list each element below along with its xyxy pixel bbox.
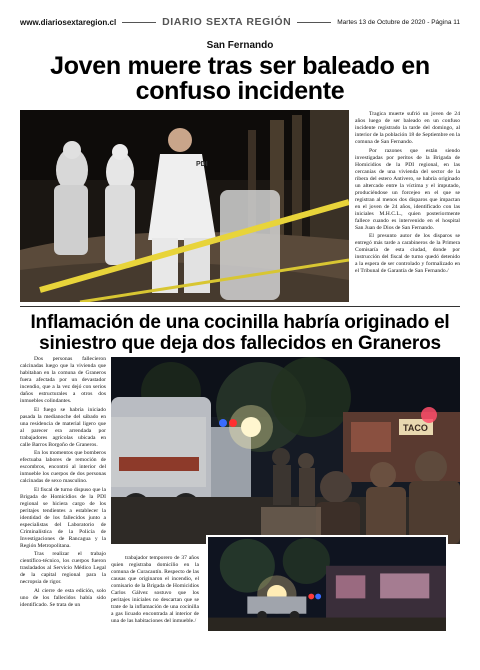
article1-paragraph: Tragica muerte sufrió un joven de 24 años luego de ser baleado en un confuso incidente registrado la tarde del domingo, al interior de la población 18 de Septiembre en la comuna de San Fernando.: [355, 111, 460, 145]
article-divider: [20, 306, 460, 307]
article2-paragraph: Tras realizar el trabajo científico-técnico, los cuerpos fueron trasladados al Servicio Médico Legal de la capital regional para la necropsia de rigor.: [20, 551, 106, 585]
article2-paragraph: El fiscal de turno dispuso que la Brigada de Homicidios de la PDI regional se hiciera cargo de los peritajes tendientes a establecer la identidad de los fallecidos junto a especialistas del Laboratorio de Criminalística de la Policía de Investigaciones de Rancagua y la Región Metropolitana.: [20, 486, 106, 549]
article2-body-col1: [20, 356, 106, 610]
taco-sign-text: TACO: [403, 423, 428, 433]
article2-headline: Inflamación de una cocinilla habría originado el siniestro que deja dos fallecidos en Graneros: [30, 312, 450, 354]
article1-paragraph: Por razones que están siendo investigadas por peritos de la Brigada de Homicidios de la PDI regional, en las cercanías de una vivienda del sector de la ribera del estero Antivero, se habría originado un altercado entre la víctima y el imputado, produciéndose un forcejeo en el que se registran al menos dos disparos que impactan en el joven de 24 años, identificado con las iniciales M.H.C.L., quien posteriormente fallece cuando es intervenido en el hospital San Juan de Dios de San Fernando.: [355, 147, 460, 231]
article2-paragraph: En los momentos que bomberos efectuaba labores de remoción de escombros, encontró al interior del inmueble los cuerpos de dos personas calcinadas de sexo masculino.: [20, 450, 106, 484]
article2-paragraph: trabajador temporero de 37 años quien registraba domicilio en la comuna de Curacautín. Respecto de las causas que originaron el incendio, el comisario de la Brigada de Homicidios Carlos Gálvez sostuvo que los peritajes iniciales no descartan que se trate de la inflamación de una cocinilla a gas licuado encontrada al interior de una de las habitaciones del inmueble./: [111, 555, 199, 624]
article2-paragraph: Al cierre de esta edición, solo uno de los fallecidos había sido identificado. Se trata de un: [20, 587, 106, 608]
article2-body-col2: [111, 555, 199, 627]
article1-paragraph: El presunto autor de los disparos se entregó más tarde a carabineros de la Primera Comisaría de esta ciudad, donde por instrucción del fiscal de turno quedó detenido a la espera de ser controlado y formalizado en el Tribunal de Garantía de San Fernando./: [355, 233, 460, 274]
header-divider-right: [297, 22, 331, 23]
header-divider-left: [122, 22, 156, 23]
newspaper-name: DIARIO SEXTA REGIÓN: [162, 16, 292, 28]
article1-photo: [20, 110, 349, 302]
issue-date-page: Martes 13 de Octubre de 2020 - Página 11: [337, 18, 460, 26]
article1-body: [355, 111, 460, 277]
article2-photo-main: [111, 357, 460, 544]
pdi-vest-label: PDI: [196, 161, 208, 168]
article2-photo-inset: [206, 535, 448, 633]
article1-headline: Joven muere tras ser baleado en confuso incidente: [50, 52, 430, 105]
article2-paragraph: Dos personas fallecieron calcinadas luego que la vivienda que habitaban en la comuna de Graneros fuera afectada por un devastador incendio, que a la vez dejó con serios daños estructurales a otros dos inmuebles colindantes.: [20, 356, 106, 404]
page-header: [20, 14, 460, 30]
article2-paragraph: El fuego se habría iniciado pasada la medianoche del sábado en una residencia de material ligero que al parecer era arrendada por trabajadores agrícolas ubicada en calle Barros Borgoño de Graneros.: [20, 406, 106, 448]
article1-section: San Fernando: [206, 40, 274, 51]
website-url: www.diariosextaregion.cl: [20, 17, 117, 27]
